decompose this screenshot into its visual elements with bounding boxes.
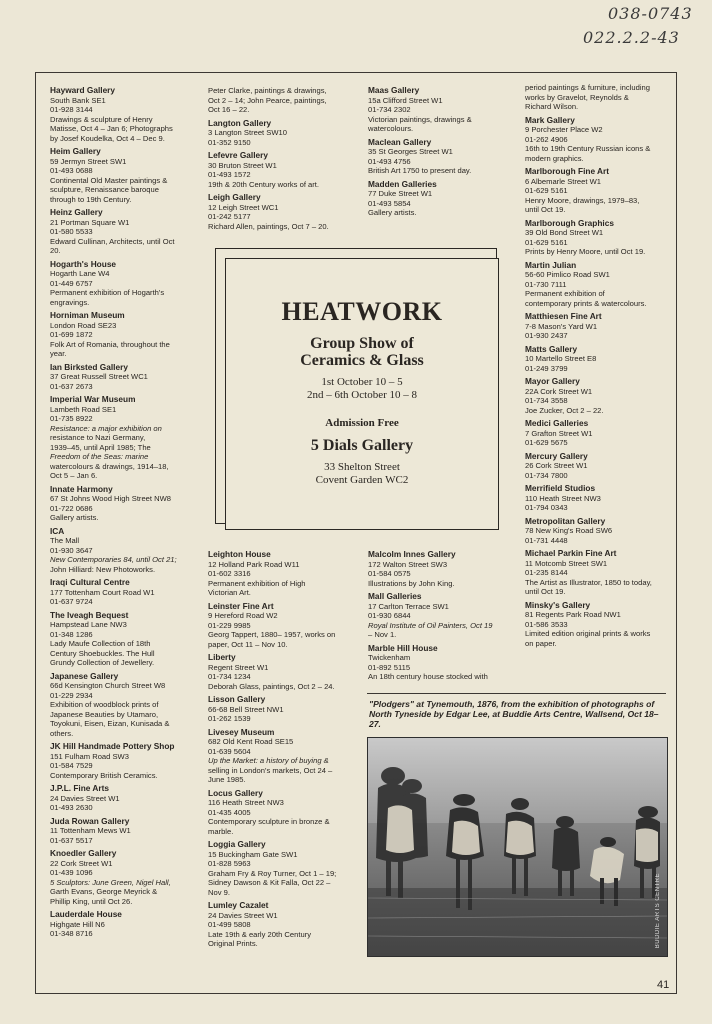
listing-line: Richard Wilson. xyxy=(525,102,579,111)
listing-line: 24 Davies Street W1 xyxy=(208,910,278,920)
advert-admission: Admission Free xyxy=(325,417,399,429)
listing-line: 01-235 8144 xyxy=(525,568,568,577)
listing-line: Freedom of the Seas: marine xyxy=(50,452,149,461)
listing-line: 01-602 3316 xyxy=(208,569,251,578)
listing-line: Victorian Art. xyxy=(208,588,251,597)
listing-line: 01-735 8922 xyxy=(50,414,93,423)
listing-name: Heim Gallery xyxy=(50,146,101,156)
listing-line: 01-439 1096 xyxy=(50,868,93,877)
listing-line: selling in London's markets, Oct 24 – xyxy=(208,765,333,775)
listing-line: Peter Clarke, paintings & drawings, xyxy=(208,86,327,95)
listing-iraqi-cultural-centre xyxy=(50,578,200,607)
listing-line: 01-580 5533 xyxy=(50,227,93,236)
listing-line: 26 Cork Street W1 xyxy=(525,461,588,470)
listing-livesey-museum xyxy=(208,728,358,785)
listing-line: 66-68 Bell Street NW1 xyxy=(208,704,284,714)
listing-line: 01-734 2302 xyxy=(368,105,411,114)
listing-line: 22 Cork Street W1 xyxy=(50,858,113,868)
listing-line: Late 19th & early 20th Century xyxy=(208,929,312,939)
listing-name: Livesey Museum xyxy=(208,726,275,737)
listing-line: 01-930 6844 xyxy=(368,611,411,620)
listing-name: Metropolitan Gallery xyxy=(525,515,606,526)
listing-line: Grundy Collection of Jewellery. xyxy=(50,658,155,667)
listing-column-2-bottom xyxy=(208,550,358,953)
advert-subtitle-2: Ceramics & Glass xyxy=(300,352,424,369)
listing-line: until Oct 19. xyxy=(525,587,566,596)
listing-line: 17 Carlton Terrace SW1 xyxy=(368,601,449,611)
listing-line: John Hilliard: New Photoworks. xyxy=(50,564,156,574)
listing-line: Drawings & sculpture of Henry xyxy=(50,114,153,124)
listing-line: 01-731 4448 xyxy=(525,535,568,545)
listing-line: 01-734 1234 xyxy=(208,672,251,681)
listing-line: others. xyxy=(50,728,74,738)
listing-line: Limited edition original prints & works xyxy=(525,629,651,638)
listing-merrifield-studios xyxy=(525,484,671,513)
advert-title: HEATWORK xyxy=(281,297,443,326)
listing-line: 01-629 5161 xyxy=(525,237,568,247)
listing-mall-galleries xyxy=(368,592,518,640)
listing-minsky-s-gallery xyxy=(525,601,671,649)
listing-line: Japanese Beauties by Utamaro, xyxy=(50,709,159,719)
listing-line: The Mall xyxy=(50,536,80,545)
listing-name: Mayor Gallery xyxy=(525,376,580,386)
listing-line: 01-639 5604 xyxy=(208,746,251,756)
listing-line: watercolours & drawings, 1914–18, xyxy=(50,461,169,471)
listing-line: Lambeth Road SE1 xyxy=(50,404,117,414)
listing-line: Edward Cullinan, Architects, until Oct xyxy=(50,236,175,246)
listing-line: 1939–45, until April 1985; The xyxy=(50,442,151,452)
listing-line: Century Shoebuckles. The Hull xyxy=(50,648,155,658)
listing-line: 01-262 4906 xyxy=(525,134,568,144)
listing-line: 01-584 7529 xyxy=(50,761,93,770)
listing-matts-gallery xyxy=(525,345,671,374)
listing-line: 177 Tottenham Court Road W1 xyxy=(50,587,155,597)
page-number: 41 xyxy=(657,979,670,991)
listing-line: sculpture, Renaissance baroque xyxy=(50,185,159,194)
listing-name: Marlborough Fine Art xyxy=(525,166,610,176)
listing-line: 7-8 Mason's Yard W1 xyxy=(525,321,598,331)
advert-gallery-name: 5 Dials Gallery xyxy=(310,437,414,454)
listing-name: Leigh Gallery xyxy=(208,192,261,202)
listing-line: 3 Langton Street SW10 xyxy=(208,128,287,137)
listing-mayor-gallery xyxy=(525,377,671,415)
listing-name: JK Hill Handmade Pottery Shop xyxy=(50,741,175,751)
listing-line: 01-449 6757 xyxy=(50,278,93,288)
listing-name: Minsky's Gallery xyxy=(525,599,591,610)
listing-line: Permanent exhibition of High xyxy=(208,578,306,588)
listing-loggia-gallery xyxy=(208,840,358,897)
listing-name: Locus Gallery xyxy=(208,787,263,798)
listing-line: Royal Institute of Oil Painters, Oct 19 xyxy=(368,620,493,630)
listing-line: 01-734 7800 xyxy=(525,470,568,480)
listing-hayward-gallery xyxy=(50,86,200,143)
listing-name: Innate Harmony xyxy=(50,483,113,494)
photo-image xyxy=(368,738,667,956)
listing-line: Graham Fry & Roy Turner, Oct 1 – 19; xyxy=(208,868,337,878)
listing-line: 5 Sculptors: June Green, Nigel Hall, xyxy=(50,877,171,887)
listing-line: period paintings & furniture, including xyxy=(525,83,650,92)
listing-innate-harmony xyxy=(50,485,200,523)
listing-line: 01-637 9724 xyxy=(50,597,93,606)
listing-line: 01-586 3533 xyxy=(525,619,568,629)
listing-name: Marble Hill House xyxy=(368,642,438,653)
listing-line: 01-499 5808 xyxy=(208,920,251,929)
listing-line: 01-493 0688 xyxy=(50,166,93,175)
listing-name: J.P.L. Fine Arts xyxy=(50,783,110,793)
listing-ica xyxy=(50,527,200,575)
listing-line: 15 Buckingham Gate SW1 xyxy=(208,849,298,859)
listing-line: 21 Portman Square W1 xyxy=(50,217,130,227)
listing-line: 15a Clifford Street W1 xyxy=(368,95,443,105)
listing-line: 11 Motcomb Street SW1 xyxy=(525,558,608,568)
listing-line: 37 Great Russell Street WC1 xyxy=(50,372,148,381)
listing-line: 11 Tottenham Mews W1 xyxy=(50,826,131,835)
listing-line: 01-262 1539 xyxy=(208,714,251,723)
listing-name: Mall Galleries xyxy=(368,591,422,601)
listing-line: 116 Heath Street NW3 xyxy=(208,798,284,807)
listing-line: watercolours. xyxy=(368,124,414,133)
listing-name: Martin Julian xyxy=(525,259,577,270)
listing-leinster-fine-art xyxy=(208,602,358,650)
advert-subtitle-1: Group Show of xyxy=(310,335,414,352)
listing-lumley-cazalet xyxy=(208,901,358,949)
listing-maas-gallery xyxy=(368,86,518,134)
listing-line: Prints by Henry Moore, until Oct 19. xyxy=(525,247,646,256)
advert-address-1: 33 Shelton Street xyxy=(324,461,400,473)
listing-column-4 xyxy=(525,83,671,652)
listing-michael-parkin-fine-art xyxy=(525,549,671,597)
listing-line: Henry Moore, drawings, 1979–83, xyxy=(525,195,640,205)
listing-line: 9 Porchester Place W2 xyxy=(525,125,603,134)
listing-column-1 xyxy=(50,86,200,943)
listing-hogarth-s-house xyxy=(50,260,200,308)
listing-leigh-gallery xyxy=(208,193,358,231)
listing-line: 01-249 3799 xyxy=(525,363,568,373)
listing-maclean-gallery xyxy=(368,138,518,176)
listing-line: 22A Cork Street W1 xyxy=(525,386,593,396)
listing-name: Iraqi Cultural Centre xyxy=(50,577,130,587)
listing-line: on paper. xyxy=(525,638,557,648)
listing-name: Lauderdale House xyxy=(50,909,122,919)
listing-name: Matts Gallery xyxy=(525,343,578,354)
listing-martin-julian xyxy=(525,261,671,309)
listing-name: Maclean Gallery xyxy=(368,136,432,147)
listing-juda-rowan-gallery xyxy=(50,817,200,846)
listing-line: Original Prints. xyxy=(208,939,258,948)
listing-line: 151 Fulham Road SW3 xyxy=(50,751,129,761)
listing-line: 01-229 9985 xyxy=(208,620,251,630)
listing-madden-galleries xyxy=(368,180,518,218)
listing-langton-gallery xyxy=(208,119,358,148)
listing-mercury-gallery xyxy=(525,452,671,481)
listing-line: Georg Tappert, 1880– 1957, works on xyxy=(208,630,336,639)
listing-line: 19th & 20th Century works of art. xyxy=(208,179,320,189)
caption-rule xyxy=(367,693,666,694)
listing-line: Deborah Glass, paintings, Oct 2 – 24. xyxy=(208,681,335,691)
listing-line: 110 Heath Street NW3 xyxy=(525,493,601,503)
listing-line: resistance to Nazi Germany, xyxy=(50,433,146,442)
listing-line: 35 St Georges Street W1 xyxy=(368,147,453,156)
listing-line: Joe Zucker, Oct 2 – 22. xyxy=(525,405,604,415)
listing-line: Permanent exhibition of xyxy=(525,289,605,298)
listing-name: Medici Galleries xyxy=(525,418,589,428)
listing-japanese-gallery xyxy=(50,672,200,739)
listing-line: Folk Art of Romania, throughout the xyxy=(50,339,170,349)
listing-metropolitan-gallery xyxy=(525,517,671,546)
listing-line: Exhibition of woodblock prints of xyxy=(50,700,159,709)
listing-line: 01-629 5675 xyxy=(525,438,568,447)
listing-name: Loggia Gallery xyxy=(208,839,266,849)
listing-name: Juda Rowan Gallery xyxy=(50,815,130,826)
listing-line: 01-794 0343 xyxy=(525,503,568,512)
listing-line: The Artist as Illustrator, 1850 to today, xyxy=(525,577,652,587)
listing-line: 01-637 5517 xyxy=(50,835,93,845)
listing-line: Garth Evans, George Meyrick & xyxy=(50,887,158,896)
listing-heinz-gallery xyxy=(50,208,200,256)
listing-line: 01-629 5161 xyxy=(525,186,568,195)
listing-j-p-l-fine-arts xyxy=(50,784,200,813)
listing-line: Continental Old Master paintings & xyxy=(50,175,168,185)
listing-column-3-bottom xyxy=(368,550,518,686)
listing-line: 77 Duke Street W1 xyxy=(368,189,433,198)
listing-lefevre-gallery xyxy=(208,151,358,189)
listing-line: 01-892 5115 xyxy=(368,662,411,672)
listing-line: 01-930 2437 xyxy=(525,331,568,340)
listing-name: Ian Birksted Gallery xyxy=(50,361,128,372)
listing-name: ICA xyxy=(50,525,65,536)
listing-line: 01-722 0686 xyxy=(50,503,93,513)
listing-name: Matthiesen Fine Art xyxy=(525,311,602,321)
listing-name: Hayward Gallery xyxy=(50,85,116,95)
listing-line: 01-229 2934 xyxy=(50,690,93,700)
listing-line: Permanent exhibition of Hogarth's xyxy=(50,288,165,297)
advert-date-2: 2nd – 6th October 10 – 8 xyxy=(307,389,417,401)
listing-name: Hogarth's House xyxy=(50,258,117,269)
listing-line: 30 Bruton Street W1 xyxy=(208,160,277,170)
listing-marlborough-fine-art xyxy=(525,167,671,215)
listing-line: 66d Kensington Church Street W8 xyxy=(50,681,166,690)
listing-name: Michael Parkin Fine Art xyxy=(525,548,617,558)
advert-address-2: Covent Garden WC2 xyxy=(315,474,409,486)
advert-date-1: 1st October 10 – 5 xyxy=(321,376,403,388)
listing-line: Lady Maufe Collection of 18th xyxy=(50,639,151,648)
listing-continued xyxy=(525,83,671,112)
listing-line: 01-493 4756 xyxy=(368,156,411,166)
listing-line: marble. xyxy=(208,826,234,836)
listing-lisson-gallery xyxy=(208,695,358,724)
listing-line: 01-734 3558 xyxy=(525,396,568,405)
listing-liberty xyxy=(208,653,358,691)
listing-line: 01-352 9150 xyxy=(208,137,251,147)
listing-name: Madden Galleries xyxy=(368,178,437,189)
listing-heim-gallery xyxy=(50,147,200,204)
listing-line: 24 Davies Street W1 xyxy=(50,793,120,803)
listing-name: Leinster Fine Art xyxy=(208,600,274,611)
listing-line: by Josef Koudelka, Oct 4 – Dec 9. xyxy=(50,133,165,143)
listing-line: 39 Old Bond Street W1 xyxy=(525,228,604,237)
listing-line: Twickenham xyxy=(368,653,411,662)
listing-line: 16th to 19th Century Russian icons & xyxy=(525,144,651,153)
listing-line: Gallery artists. xyxy=(50,513,99,522)
listing-name: Lumley Cazalet xyxy=(208,900,269,910)
plodgers-photo xyxy=(367,737,668,957)
listing-line: Matisse, Oct 4 – Jan 6; Photographs xyxy=(50,124,173,133)
listing-name: Maas Gallery xyxy=(368,85,420,95)
listing-line: year. xyxy=(50,349,67,358)
listing-line: 01-699 1872 xyxy=(50,330,93,339)
listing-line: 7 Grafton Street W1 xyxy=(525,428,593,438)
listing-line: engravings. xyxy=(50,297,90,307)
listing-line: 01-584 0575 xyxy=(368,569,411,578)
listing-name: Marlborough Graphics xyxy=(525,217,614,228)
listing-line: 01-493 5854 xyxy=(368,198,411,208)
listing-malcolm-innes-gallery xyxy=(368,550,518,588)
listing-line: London Road SE23 xyxy=(50,320,117,330)
listing-name: Lefevre Gallery xyxy=(208,150,268,160)
listing-name: Japanese Gallery xyxy=(50,670,119,681)
listing-name: Mercury Gallery xyxy=(525,450,588,461)
listing-name: The Iveagh Bequest xyxy=(50,609,129,620)
listing-line: 59 Jermyn Street SW1 xyxy=(50,156,127,166)
listing-line: 9 Hereford Road W2 xyxy=(208,611,278,620)
listing-line: 01-242 5177 xyxy=(208,212,251,221)
listing-line: 01-930 3647 xyxy=(50,545,93,555)
listing-line: Nov 9. xyxy=(208,887,230,897)
listing-name: Mark Gallery xyxy=(525,114,575,125)
listing-line: Oct 16 – 22. xyxy=(208,105,250,114)
listing-name: Leighton House xyxy=(208,549,271,559)
photo-caption: "Plodgers" at Tynemouth, 1876, from the exhibition of photographs of North Tyneside by Edgar Lee, at Buddie Arts Centre, Wallsend, Oct 18–27. xyxy=(369,699,659,729)
listing-marble-hill-house xyxy=(368,644,518,682)
handwritten-code-1: 038-0743 xyxy=(608,4,693,23)
listing-line: 172 Walton Street SW3 xyxy=(368,559,448,569)
listing-line: Highgate Hill N6 xyxy=(50,919,105,929)
listing-line: Victorian paintings, drawings & xyxy=(368,114,472,124)
listing-line: Oct 2 – 14; John Pearce, paintings, xyxy=(208,95,327,105)
listing-line: contemporary prints & watercolours. xyxy=(525,298,647,308)
listing-mark-gallery xyxy=(525,116,671,164)
listing-line: 01-493 1572 xyxy=(208,170,251,179)
listing-leighton-house xyxy=(208,550,358,598)
listing-line: June 1985. xyxy=(208,775,246,784)
listing-line: Up the Market: a history of buying & xyxy=(208,756,329,765)
listing-line: paper, Oct 11 – Nov 10. xyxy=(208,639,288,649)
listing-line: 12 Holland Park Road W11 xyxy=(208,559,300,569)
listing-lauderdale-house xyxy=(50,910,200,939)
listing-line: Resistance: a major exhibition on xyxy=(50,423,162,433)
listing-line: Richard Allen, paintings, Oct 7 – 20. xyxy=(208,221,329,231)
listing-name: Malcolm Innes Gallery xyxy=(368,549,456,559)
listing-line: 01-493 2630 xyxy=(50,803,93,812)
listing-jk-hill-handmade-pottery-shop xyxy=(50,742,200,780)
listing-name: Liberty xyxy=(208,652,236,662)
listing-column-3-top xyxy=(368,86,518,222)
listing-line: 10 Martello Street E8 xyxy=(525,354,597,363)
listing-line: 682 Old Kent Road SE15 xyxy=(208,737,294,746)
listing-line: 67 St Johns Wood High Street NW8 xyxy=(50,494,171,503)
listing-line: South Bank SE1 xyxy=(50,95,106,105)
listing-line: 01-348 8716 xyxy=(50,929,93,938)
listing-line: 20. xyxy=(50,246,61,255)
listing-horniman-museum xyxy=(50,311,200,359)
listing-line: Illustrations by John King. xyxy=(368,578,455,588)
listing-line: 01-637 2673 xyxy=(50,381,93,391)
listing-name: Lisson Gallery xyxy=(208,694,266,704)
listing-line: Regent Street W1 xyxy=(208,662,269,672)
listing-line: Toyokuni, Eisen, Eizan, Kunisada & xyxy=(50,719,170,728)
listing-line: An 18th century house stocked with xyxy=(368,672,488,681)
listing-name: Heinz Gallery xyxy=(50,207,103,217)
listing-name: Horniman Museum xyxy=(50,310,125,320)
listing-line: until Oct 19. xyxy=(525,205,566,214)
listing-name: Imperial War Museum xyxy=(50,394,136,404)
listing-line: New Contemporaries 84, until Oct 21; xyxy=(50,555,177,564)
listing-line: Contemporary sculpture in bronze & xyxy=(208,817,330,826)
listing-line: 12 Leigh Street WC1 xyxy=(208,202,279,212)
listing-line: Contemporary British Ceramics. xyxy=(50,770,158,780)
listing-line: 01-348 1286 xyxy=(50,629,93,639)
listing-locus-gallery xyxy=(208,789,358,837)
listing-imperial-war-museum xyxy=(50,395,200,481)
listing-knoedler-gallery xyxy=(50,849,200,906)
listing-line: Oct 5 – Jan 6. xyxy=(50,471,98,480)
listing-name: Merrifield Studios xyxy=(525,483,596,493)
listing-line: through to 19th Century. xyxy=(50,194,132,204)
listing-line: works by Gravelot, Reynolds & xyxy=(525,92,629,102)
heatwork-advert xyxy=(225,258,499,530)
listing-line: 01-828 5963 xyxy=(208,859,251,868)
photo-credit: BUDDIE ARTS CENTRE xyxy=(655,872,661,948)
listing-ian-birksted-gallery xyxy=(50,363,200,392)
listing-medici-galleries xyxy=(525,419,671,448)
listing-matthiesen-fine-art xyxy=(525,312,671,341)
listing-continued xyxy=(208,86,358,115)
listing-line: 01-928 3144 xyxy=(50,105,93,114)
listing-line: Sidney Dawson & Kit Falla, Oct 22 – xyxy=(208,878,331,887)
listing-line: Gallery artists. xyxy=(368,208,417,217)
listing-line: 01-730 7111 xyxy=(525,279,567,289)
listing-line: Phillip King, until Oct 26. xyxy=(50,896,133,906)
handwritten-code-2: 022.2.2-43 xyxy=(583,28,680,47)
listing-line: 56-60 Pimlico Road SW1 xyxy=(525,270,610,279)
listing-marlborough-graphics xyxy=(525,219,671,257)
listing-line: modern graphics. xyxy=(525,153,584,163)
listing-column-2-top xyxy=(208,86,358,235)
listing-line: Hampstead Lane NW3 xyxy=(50,620,127,629)
listing-line: 01-435 4005 xyxy=(208,807,251,817)
listing-line: Hogarth Lane W4 xyxy=(50,269,110,278)
listing-name: Knoedler Gallery xyxy=(50,848,117,858)
listing-line: 6 Albemarle Street W1 xyxy=(525,176,601,186)
listing-line: British Art 1750 to present day. xyxy=(368,166,472,175)
listing-line: 78 New King's Road SW6 xyxy=(525,526,613,535)
listing-name: Langton Gallery xyxy=(208,117,272,128)
listing-line: – Nov 1. xyxy=(368,630,397,639)
listing-the-iveagh-bequest xyxy=(50,611,200,668)
listing-line: 81 Regents Park Road NW1 xyxy=(525,610,621,619)
